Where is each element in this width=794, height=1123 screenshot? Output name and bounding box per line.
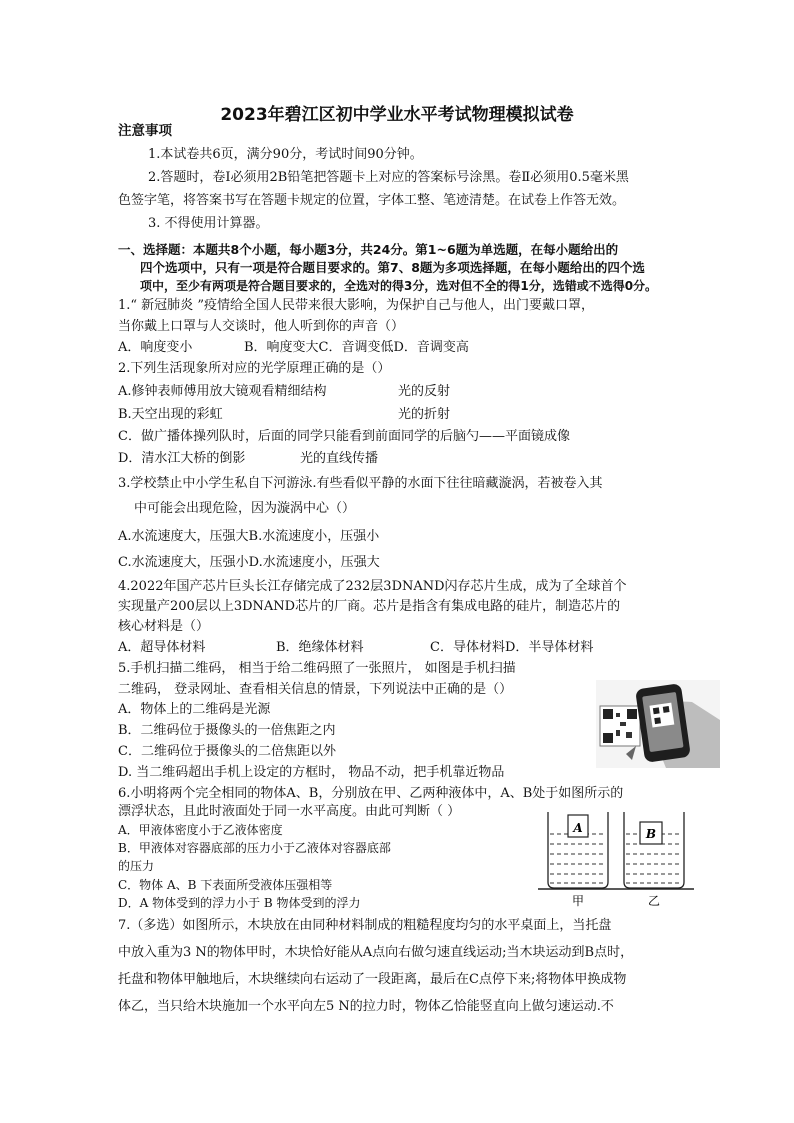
q6-option-a: A．甲液体密度小于乙液体密度: [118, 823, 283, 837]
q4-options-cd: C．导体材料D．半导体材料: [430, 640, 594, 655]
label-b: B: [645, 827, 657, 841]
section1-line3: 项中，至少有两项是符合题目要求的，全选对的得3分，选对但不全的得1分，选错或不选得0分。: [140, 279, 658, 293]
q2-option-c: C．做广播体操列队时，后面的同学只能看到前面同学的后脑勺——平面镜成像: [118, 429, 570, 444]
q4-stem-2: 实现量产200层以上3DNAND芯片的厂商。芯片是指含有集成电路的硅片，制造芯片的: [118, 599, 621, 614]
q5-option-b: B．二维码位于摄像头的一倍焦距之内: [118, 723, 336, 738]
q4-option-b: B．绝缘体材料: [276, 640, 364, 655]
notice-item-1: 1.本试卷共6页，满分90分，考试时间90分钟。: [148, 147, 423, 162]
page-title: 2023年碧江区初中学业水平考试物理模拟试卷: [220, 105, 574, 125]
q5-stem-2: 二维码， 登录网址、查看相关信息的情景，下列说法中正确的是（）: [118, 682, 513, 697]
q4-stem-1: 4.2022年国产芯片巨头长江存储完成了232层3DNAND闪存芯片生成，成为了全球首个: [118, 579, 627, 594]
section1-line2: 四个选项中，只有一项是符合题目要求的。第7、8题为多项选择题，在每小题给出的四个选: [140, 260, 645, 275]
q1-stem-1: 1.“ 新冠肺炎 ”疫情给全国人民带来很大影响，为保护自己与他人，出门要戴口罩，: [118, 298, 594, 313]
q2-option-a-principle: 光的反射: [398, 384, 451, 399]
q2-option-a: A.修钟表师傅用放大镜观看精细结构: [118, 384, 327, 399]
label-yi: 乙: [647, 894, 661, 908]
q6-option-d: D．A 物体受到的浮力小于 B 物体受到的浮力: [118, 896, 361, 910]
q5-stem-1: 5.手机扫描二维码， 相当于给二维码照了一张照片， 如图是手机扫描: [118, 661, 516, 676]
q5-option-c: C．二维码位于摄像头的二倍焦距以外: [118, 744, 336, 759]
notice-item-2a: 2.答题时，卷Ⅰ必须用2B铅笔把答题卡上对应的答案标号涂黑。卷Ⅱ必须用0.5毫米黑: [148, 170, 629, 185]
label-a: A: [573, 821, 583, 835]
q5-option-d: D. 当二维码超出手机上设定的方框时， 物品不动，把手机靠近物品: [118, 765, 505, 780]
q3-stem-1: 3.学校禁止中小学生私自下河游泳.有些看似平静的水面下往往暗藏漩涡，若被卷入其: [118, 476, 603, 491]
q7-line-2: 中放入重为3 N的物体甲时，木块恰好能从A点向右做匀速直线运动;当木块运动到B点时，: [118, 945, 634, 960]
qr-code-on-paper: [600, 706, 640, 746]
q3-stem-2: 中可能会出现危险，因为漩涡中心（）: [134, 501, 356, 516]
two-beakers-figure: [538, 808, 694, 908]
phone-scan-qr-figure: [596, 680, 720, 768]
q7-line-1: 7.（多选）如图所示，木块放在由同种材料制成的粗糙程度均匀的水平桌面上，当托盘: [118, 918, 612, 933]
q2-option-d-principle: 光的直线传播: [300, 451, 379, 466]
beaker-yi: [624, 812, 684, 888]
label-jia: 甲: [571, 894, 585, 908]
q6-option-b-2: 的压力: [118, 859, 155, 873]
q7-line-3: 托盘和物体甲触地后，木块继续向右运动了一段距离，最后在C点停下来;将物体甲换成物: [118, 972, 627, 987]
notice-heading: 注意事项: [118, 123, 172, 139]
q5-option-a: A．物体上的二维码是光源: [118, 702, 271, 717]
q6-stem-1: 6.小明将两个完全相同的物体A、B，分别放在甲、乙两种液体中，A、B处于如图所示的: [118, 786, 624, 801]
q2-option-b-principle: 光的折射: [398, 407, 451, 422]
section1-line1: 一、选择题：本题共8个小题，每小题3分，共24分。第1~6题为单选题，在每小题给出的: [118, 242, 619, 257]
q2-option-d: D．清水江大桥的倒影: [118, 451, 246, 466]
q7-line-4: 体乙，当只给木块施加一个水平向左5 N的拉力时，物体乙恰能竖直向上做匀速运动.不: [118, 999, 614, 1014]
q4-option-a: A．超导体材料: [118, 640, 206, 655]
q6-stem-2: 漂浮状态，且此时液面处于同一水平高度。由此可判断（ ）: [118, 804, 461, 819]
q4-stem-3: 核心材料是（）: [118, 619, 210, 634]
q2-option-b: B.天空出现的彩虹: [118, 407, 223, 422]
q3-options-ab: A.水流速度大，压强大B.水流速度小，压强小: [118, 529, 380, 544]
notice-item-3: 3. 不得使用计算器。: [148, 216, 269, 231]
q1-options-bcd: B．响度变大C．音调变低D．音调变高: [244, 340, 469, 355]
q6-option-c: C．物体 A、B 下表面所受液体压强相等: [118, 878, 333, 892]
q1-stem-2: 当你戴上口罩与人交谈时，他人听到你的声音（）: [118, 319, 405, 334]
q6-option-b-1: B．甲液体对容器底部的压力小于乙液体对容器底部: [118, 841, 391, 855]
q3-options-cd: C.水流速度大，压强小D.水流速度小，压强大: [118, 555, 380, 570]
q1-option-a: A．响度变小: [118, 340, 193, 355]
q2-stem: 2.下列生活现象所对应的光学原理正确的是（）: [118, 361, 391, 376]
notice-item-2b: 色签字笔，将答案书写在答题卡规定的位置，字体工整、笔迹清楚。在试卷上作答无效。: [118, 193, 626, 208]
